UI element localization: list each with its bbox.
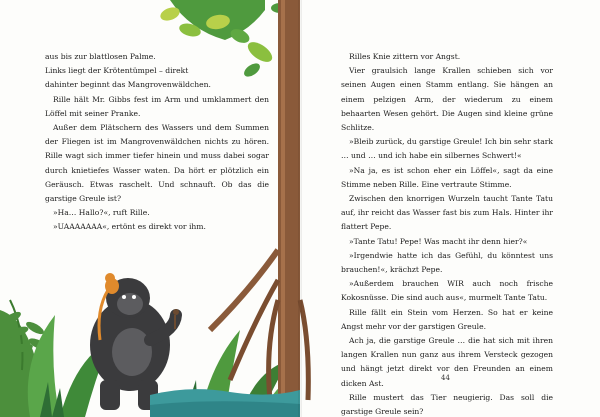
paragraph: Vier graulsich lange Krallen schieben sich vor seinen Augen einen Stamm entlang. Sie hängen an einem pelzigen Arm, der wiederum zu einem behaarten Wesen gehört. Die Augen sind kleine grüne Schlitze.	[341, 66, 553, 133]
paragraph: Rille hält Mr. Gibbs fest im Arm und umklammert den Löffel mit seiner Pranke.	[45, 94, 269, 118]
canopy-leaves	[159, 0, 289, 79]
paragraph: »Außerdem brauchen WIR auch noch frische Kokosnüsse. Die sind auch aus«, murmelt Tante Tatu.	[341, 279, 553, 303]
paragraph: Rilles Knie zittern vor Angst.	[349, 52, 461, 61]
paragraph: dahinter beginnt das Mangrovenwäldchen.	[45, 80, 211, 90]
paragraph: Rille mustert das Tier neugierig. Das soll die garstige Greule sein?	[341, 392, 553, 417]
book-gutter	[298, 0, 302, 417]
paragraph: »Tante Tatu! Pepe! Was macht ihr denn hier?«	[349, 236, 528, 246]
paragraph: Rille fällt ein Stein vom Herzen. So hat er keine Angst mehr vor der garstigen Greule.	[341, 307, 553, 331]
right-page	[300, 0, 600, 417]
paragraph: Außer dem Plätschern des Wassers und dem Summen der Fliegen ist im Mangrovenwäldchen nichts zu hören. Rille wagt sich immer tiefer hinein und muss dabei sogar durch knietiefes Wasser waten. Da hört er plötzlich ein Geräusch. Etwas raschelt. Und schnauft. Ob das die garstige Greule ist?	[45, 123, 269, 204]
right-page-text	[341, 50, 553, 417]
paragraph: »Na ja, es ist schon eher ein Löffel«, sagt da eine Stimme neben Rille. Eine vertraute Stimme.	[341, 165, 553, 189]
paragraph: aus bis zur blattlosen Palme.	[45, 52, 156, 61]
paragraph: »Bleib zurück, du garstige Greule! Ich bin sehr stark … und … und ich habe ein silbernes Schwert!«	[341, 137, 553, 161]
water	[150, 389, 300, 417]
paragraph: »Ha… Hallo?«, ruft Rille.	[53, 208, 150, 218]
paragraph: Ach ja, die garstige Greule … die hat sich mit ihren langen Krallen nun ganz aus ihrem Versteck gezogen und hängt jetzt direkt vor den Freunden an einem dicken Ast.	[341, 336, 553, 388]
paragraph: Zwischen den knorrigen Wurzeln taucht Tante Tatu auf, ihr reicht das Wasser fast bis zum Hals. Hinter ihr flattert Pepe.	[341, 194, 553, 232]
page-number: 44	[441, 374, 450, 382]
paragraph: »Irgendwie hatte ich das Gefühl, du könntest uns brauchen!«, krächzt Pepe.	[341, 250, 553, 275]
tree-trunk	[210, 0, 308, 417]
paragraph: Links liegt der Krötentümpel – direkt	[45, 66, 189, 76]
small-monkey	[105, 273, 119, 294]
tree-illustration	[150, 0, 320, 417]
paragraph: »UAAAAAAA«, ertönt es direkt vor ihm.	[53, 222, 206, 232]
